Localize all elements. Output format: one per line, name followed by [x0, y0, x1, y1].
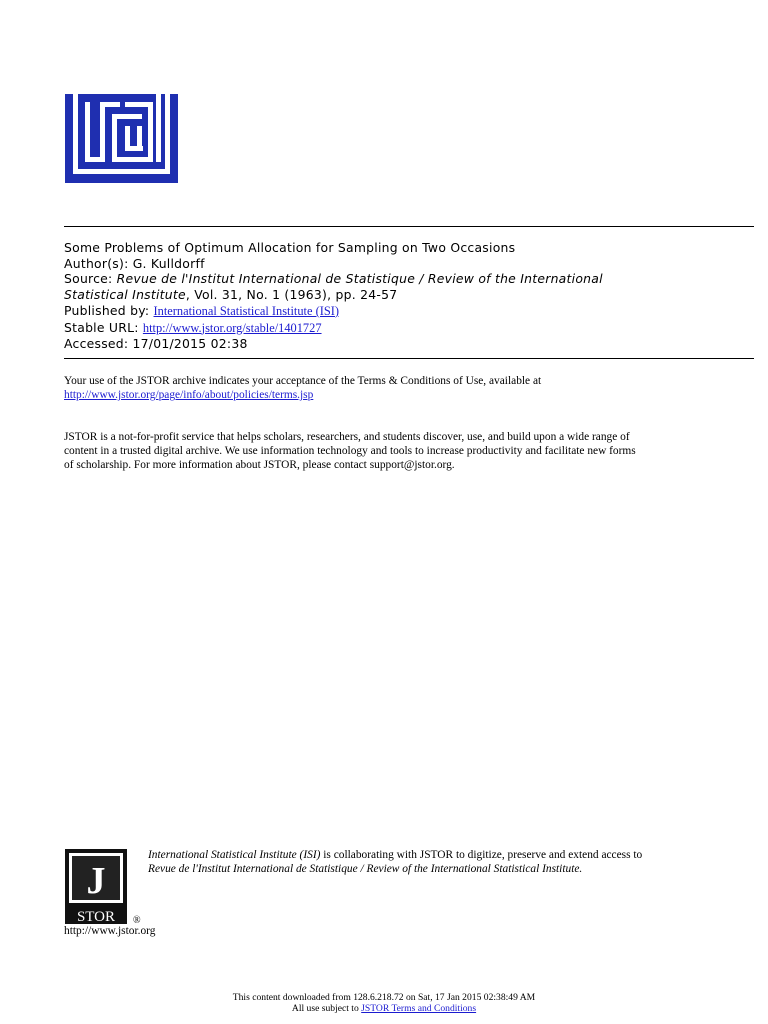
terms-conditions-link[interactable]: JSTOR Terms and Conditions [361, 1003, 477, 1014]
isi-logo [65, 94, 178, 183]
usage-prefix: All use subject to [291, 1003, 362, 1014]
accessed-line: Accessed: 17/01/2015 02:38 [64, 336, 248, 352]
source-label: Source: [64, 271, 117, 287]
journal-name-cont: Statistical Institute [64, 287, 186, 303]
about-line-2: content in a trusted digital archive. We use information technology and tools to increase productivity and facilitate new forms [64, 445, 636, 457]
author-label: Author(s): [64, 255, 133, 271]
issue-info: , Vol. 31, No. 1 (1963), pp. 24-57 [185, 287, 398, 303]
download-notice [0, 992, 768, 1014]
source-line [64, 271, 754, 287]
source-line-2 [64, 287, 754, 303]
publisher-label: Published by: [64, 302, 154, 318]
stable-url-link[interactable]: http://www.jstor.org/stable/1401727 [142, 320, 322, 335]
jstor-logo-text: STOR [76, 909, 116, 925]
stable-url-label: Stable URL: [64, 319, 143, 335]
collaboration-note [148, 849, 758, 876]
author-name: G. Kulldorff [132, 255, 205, 271]
terms-text: Your use of the JSTOR archive indicates your acceptance of the Terms & Conditions of Use, available at [64, 375, 542, 387]
collab-org: International Statistical Institute (ISI) [148, 849, 321, 861]
jstor-about [64, 430, 754, 472]
bottom-rule [64, 358, 754, 359]
citation-block [64, 240, 754, 352]
jstor-homepage-url: http://www.jstor.org [64, 925, 156, 937]
about-line-1: JSTOR is a not-for-profit service that helps scholars, researchers, and students discover, use, and build upon a wide range of [64, 431, 630, 443]
collab-text: is collaborating with JSTOR to digitize, preserve and extend access to [320, 849, 643, 861]
jstor-logo [65, 849, 145, 925]
terms-link[interactable]: http://www.jstor.org/page/info/about/policies/terms.jsp [64, 389, 314, 401]
about-line-3: of scholarship. For more information about JSTOR, please contact support@jstor.org. [64, 459, 455, 471]
svg-text:J: J [86, 860, 106, 902]
top-rule [64, 226, 754, 227]
stable-url-line [64, 320, 754, 337]
publisher-line [64, 303, 754, 320]
usage-line [0, 1003, 768, 1014]
terms-notice [64, 374, 754, 402]
registered-mark: ® [133, 915, 141, 925]
publisher-link[interactable]: International Statistical Institute (ISI) [153, 303, 339, 318]
download-line: This content downloaded from 128.6.218.72 on Sat, 17 Jan 2015 02:38:49 AM [232, 992, 536, 1003]
journal-name: Revue de l'Institut International de Statistique / Review of the International [116, 271, 603, 287]
collab-journal: Revue de l'Institut International de Statistique / Review of the International Statistical Institute. [148, 862, 583, 875]
author-line [64, 256, 754, 272]
article-title: Some Problems of Optimum Allocation for Sampling on Two Occasions [64, 240, 516, 255]
